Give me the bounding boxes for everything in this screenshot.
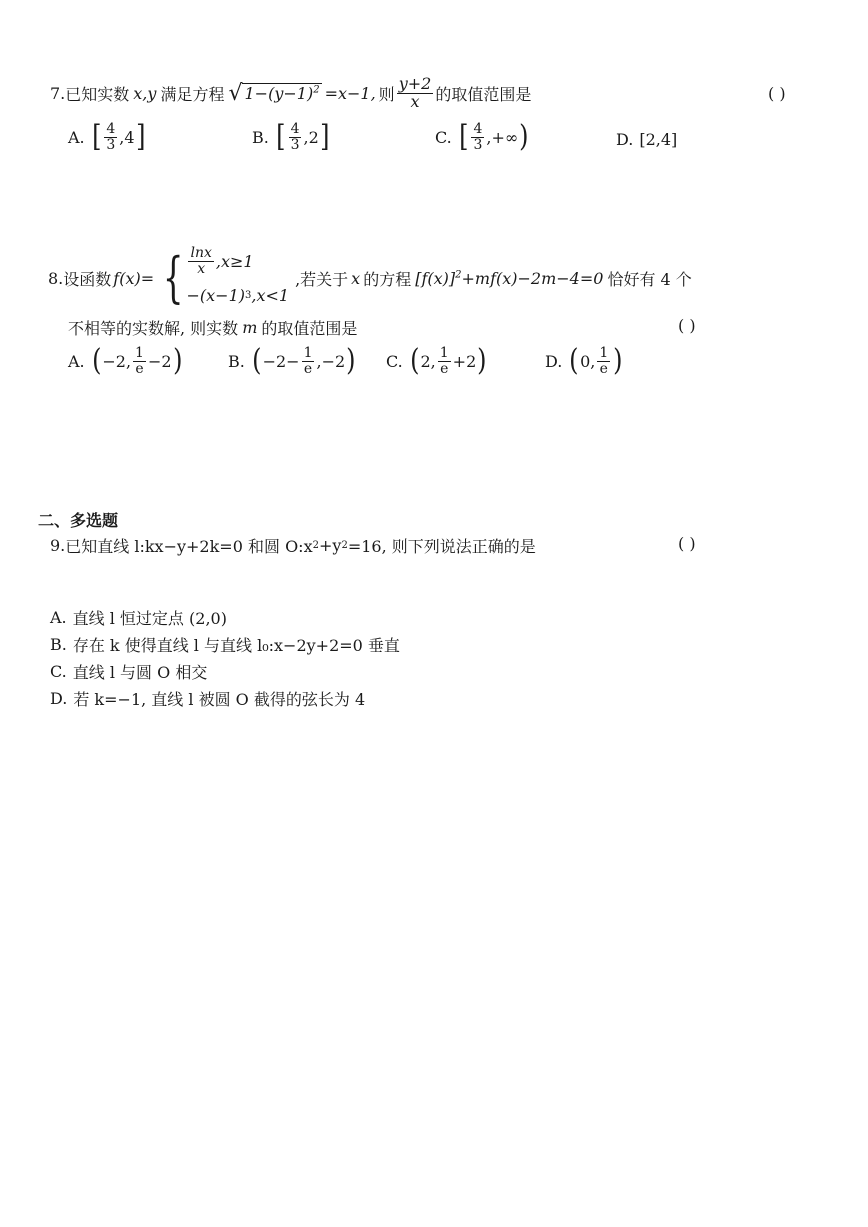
q7-stem-a: 已知实数 xyxy=(65,84,130,104)
q7-option-c-rest: ,+∞ xyxy=(486,127,519,147)
q9-option-a-text: 直线 l 恒过定点 (2,0) xyxy=(72,609,227,628)
q8-piece1-num: lnx xyxy=(190,244,212,261)
q8-option-b-rparen: ) xyxy=(346,343,356,379)
q9-option-c-text: 直线 l 与圆 O 相交 xyxy=(72,663,208,682)
q9-option-d-label: D. xyxy=(50,689,68,708)
q8-stem xyxy=(48,246,692,310)
q7-option-b-label: B. xyxy=(252,127,269,147)
q8-option-a-pre: −2, xyxy=(102,351,132,371)
q8-stem-d: 恰好有 4 个 xyxy=(607,269,692,289)
q8-option-c-label: C. xyxy=(386,351,403,371)
q7-option-a-frac: $\frac{4}{3}$ xyxy=(106,121,116,153)
q8-option-c-post: +2 xyxy=(452,351,477,371)
q9-stem-text: 已知直线 l:kx−y+2k=0 和圆 O:x xyxy=(65,537,313,556)
q7-option-a-close: ] xyxy=(135,119,146,155)
q9-sup2: 2 xyxy=(341,540,348,551)
q7-stem-c: 则 xyxy=(378,84,395,104)
q8-stem-a: 设函数 xyxy=(63,269,112,289)
q9-option-b-label: B. xyxy=(50,635,67,654)
piecewise-brace: { xyxy=(162,246,184,309)
q7-option-a-rest: ,4 xyxy=(119,127,135,147)
q9-number: 9. xyxy=(50,536,66,555)
q8-option-b-frac: $\frac{1}{e}$ xyxy=(303,345,313,377)
q7-option-a[interactable] xyxy=(68,119,146,155)
q9-option-a[interactable] xyxy=(50,606,227,629)
q9-mid: +y xyxy=(318,536,342,555)
q8-option-a-frac: $\frac{1}{e}$ xyxy=(135,345,144,377)
q8-piece-1 xyxy=(186,246,289,276)
q8-piece2-cond: ,x<1 xyxy=(251,285,290,305)
q7-option-b-close: ] xyxy=(319,119,330,155)
q7-option-c-close: ) xyxy=(519,119,529,155)
q7-option-d-text: [2,4] xyxy=(639,130,678,149)
q7-option-b[interactable] xyxy=(252,119,330,155)
q9-option-a-label: A. xyxy=(50,608,67,627)
q8-option-b-lparen: ( xyxy=(252,343,262,379)
q7-option-a-open: [ xyxy=(91,119,102,155)
q7-stem xyxy=(50,76,531,111)
q8-piece1-cond: ,x≥1 xyxy=(215,251,254,271)
q9-stem xyxy=(50,534,536,557)
q8-option-a-post: −2 xyxy=(147,351,172,371)
q7-option-d[interactable] xyxy=(616,130,677,149)
q7-exp: 2 xyxy=(313,84,320,96)
q8-option-b-pre: −2− xyxy=(262,351,300,371)
q8-option-d-rparen: ) xyxy=(613,343,623,379)
q7-option-c-label: C. xyxy=(435,127,452,147)
q8-answer-paren: ( ) xyxy=(678,316,696,335)
q8-option-a-rparen: ) xyxy=(172,343,183,379)
q8-fx: f(x)= xyxy=(113,268,155,288)
q9-option-d[interactable] xyxy=(50,687,365,710)
q8-line2-end: 的取值范围是 xyxy=(261,319,358,338)
q8-option-a-lparen: ( xyxy=(91,343,102,379)
q8-option-c-rparen: ) xyxy=(477,343,487,379)
q8-line2 xyxy=(68,316,357,339)
q8-option-d-pre: 0, xyxy=(580,351,596,371)
q8-option-c-frac: $\frac{1}{e}$ xyxy=(439,345,449,377)
q8-option-b[interactable] xyxy=(228,343,357,379)
q8-equation: $[f(x)]^2+mf(x)-2m-4=0$ xyxy=(415,268,604,288)
q9-option-b[interactable] xyxy=(50,633,400,656)
q7-ratio xyxy=(397,76,434,111)
q7-radicand: $1-(y-1)^2$ xyxy=(244,84,320,104)
q8-option-a-label: A. xyxy=(68,351,85,371)
q9-option-c[interactable] xyxy=(50,660,207,683)
sqrt-sign: √ xyxy=(228,80,243,106)
q9-sup1: 2 xyxy=(312,540,319,551)
q8-option-a[interactable] xyxy=(68,343,183,379)
q8-x: x xyxy=(351,268,361,288)
q8-piece2: −(x−1) xyxy=(186,285,245,305)
section-title: 二、多选题 xyxy=(38,511,119,530)
q7-number: 7. xyxy=(50,83,66,103)
q9-option-c-label: C. xyxy=(50,662,67,681)
q9-option-d-text: 若 k=−1, 直线 l 被圆 O 截得的弦长为 4 xyxy=(73,690,366,709)
q7-option-d-label: D. xyxy=(616,130,634,149)
q7-option-b-open: [ xyxy=(276,119,286,155)
q7-answer-paren: ( ) xyxy=(768,84,786,103)
q7-option-a-label: A. xyxy=(68,127,85,147)
q8-option-b-post: ,−2 xyxy=(316,351,346,371)
q7-stem-d: 的取值范围是 xyxy=(435,84,532,104)
q8-option-b-label: B. xyxy=(228,351,245,371)
q8-option-d-label: D. xyxy=(545,351,563,371)
q9-end: =16, 则下列说法正确的是 xyxy=(347,537,536,556)
q8-option-c-lparen: ( xyxy=(409,343,420,379)
q9-option-b-text: 存在 k 使得直线 l 与直线 l₀:x−2y+2=0 垂直 xyxy=(72,636,400,655)
q8-option-d[interactable] xyxy=(545,343,624,379)
q7-stem-b: 满足方程 xyxy=(160,84,225,104)
q8-m: m xyxy=(242,318,258,337)
q8-pieces xyxy=(186,246,289,310)
q7-option-c-open: [ xyxy=(458,119,469,155)
q9-answer-paren: ( ) xyxy=(678,534,696,553)
q7-ratio-num: y+2 xyxy=(398,74,432,93)
q7-option-c-frac: $\frac{4}{3}$ xyxy=(473,121,483,153)
q8-stem-b: ,若关于 xyxy=(295,269,349,289)
q8-piece2-exp: 3 xyxy=(244,289,252,301)
q7-option-b-rest: ,2 xyxy=(303,127,319,147)
q8-option-d-lparen: ( xyxy=(569,343,579,379)
q8-option-c-pre: 2, xyxy=(420,351,436,371)
q7-option-b-frac: $\frac{4}{3}$ xyxy=(290,121,300,153)
q8-piece-2 xyxy=(186,280,289,310)
q8-line2-text: 不相等的实数解, 则实数 xyxy=(68,319,239,338)
q8-piece1-den: x xyxy=(197,260,206,277)
q7-vars: x,y xyxy=(133,83,157,103)
q8-stem-c: 的方程 xyxy=(363,269,412,289)
q7-option-c[interactable] xyxy=(435,119,530,155)
q8-option-d-frac: $\frac{1}{e}$ xyxy=(599,345,609,377)
q8-number: 8. xyxy=(48,268,64,288)
q7-eq-rhs: =x−1, xyxy=(324,83,376,103)
q7-ratio-den: x xyxy=(410,91,420,111)
q8-option-c[interactable] xyxy=(386,343,488,379)
